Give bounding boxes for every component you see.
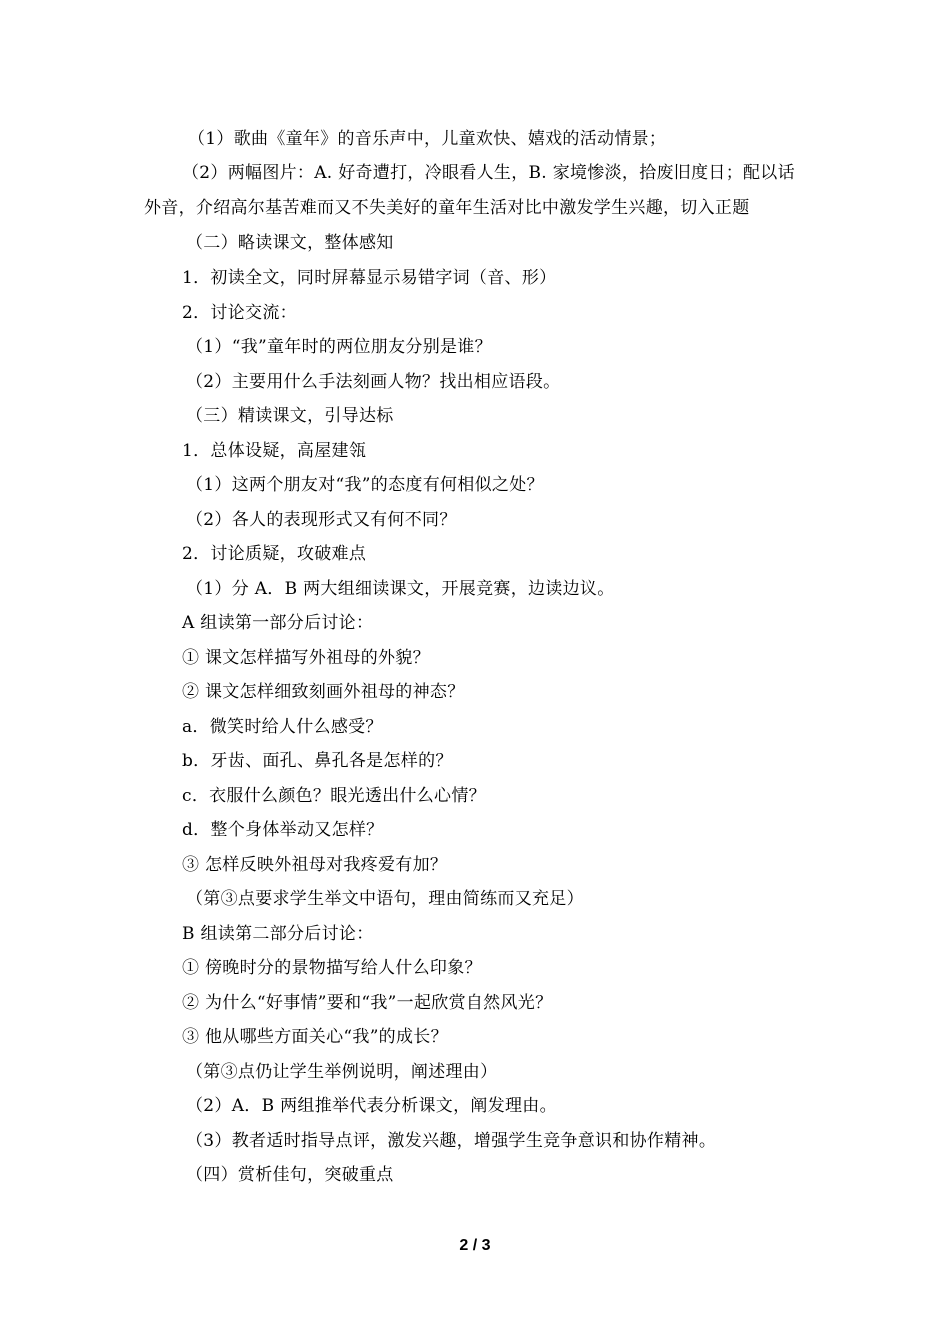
text-line: ③ 怎样反映外祖母对我疼爱有加？ — [182, 855, 448, 875]
text-line: a．微笑时给人什么感受？ — [182, 717, 383, 737]
section-heading: （二）略读课文，整体感知 — [186, 233, 394, 253]
text-line: （3）教者适时指导点评，激发兴趣，增强学生竞争意识和协作精神。 — [186, 1131, 717, 1151]
text-line: （2）两幅图片：A. 好奇遭打，冷眼看人生，B. 家境惨淡，拾废旧度日；配以话 — [182, 163, 795, 183]
text-line: （第③点要求学生举文中语句，理由简练而又充足） — [186, 889, 584, 909]
section-heading: （三）精读课文，引导达标 — [186, 406, 394, 426]
text-line: 2．讨论交流： — [182, 303, 297, 323]
text-line: d．整个身体举动又怎样？ — [182, 820, 384, 840]
text-line: 2．讨论质疑，攻破难点 — [182, 544, 367, 564]
text-line: A 组读第一部分后讨论： — [182, 613, 374, 633]
text-line: ① 傍晚时分的景物描写给人什么印象？ — [182, 958, 482, 978]
text-line: ③ 他从哪些方面关心“我”的成长？ — [182, 1027, 448, 1047]
text-line: （1）这两个朋友对“我”的态度有何相似之处？ — [186, 475, 544, 495]
text-line: ② 为什么“好事情”要和“我”一起欣赏自然风光？ — [182, 993, 553, 1013]
text-line: （第③点仍让学生举例说明，阐述理由） — [186, 1062, 498, 1082]
text-line: （2）各人的表现形式又有何不同？ — [186, 510, 457, 530]
text-line: c．衣服什么颜色？眼光透出什么心情？ — [182, 786, 486, 806]
text-line: 外音，介绍高尔基苦难而又不失美好的童年生活对比中激发学生兴趣，切入正题 — [144, 198, 750, 218]
text-line: （2）A．B 两组推举代表分析课文，阐发理由。 — [186, 1096, 557, 1116]
text-line: （1）“我”童年时的两位朋友分别是谁？ — [186, 337, 492, 357]
section-heading: （四）赏析佳句，突破重点 — [186, 1165, 394, 1185]
text-line: ① 课文怎样描写外祖母的外貌？ — [182, 648, 430, 668]
page-number: 2 / 3 — [459, 1237, 491, 1254]
text-line: （1）分 A．B 两大组细读课文，开展竞赛，边读边议。 — [186, 579, 615, 599]
text-line: ② 课文怎样细致刻画外祖母的神态？ — [182, 682, 465, 702]
text-line: 1．总体设疑，高屋建瓴 — [182, 441, 367, 461]
text-line: B 组读第二部分后讨论： — [182, 924, 374, 944]
text-line: （1）歌曲《童年》的音乐声中，儿童欢快、嬉戏的活动情景； — [188, 129, 667, 149]
text-line: （2）主要用什么手法刻画人物？找出相应语段。 — [186, 372, 561, 392]
text-line: b．牙齿、面孔、鼻孔各是怎样的？ — [182, 751, 453, 771]
text-line: 1．初读全文，同时屏幕显示易错字词（音、形） — [182, 268, 557, 288]
